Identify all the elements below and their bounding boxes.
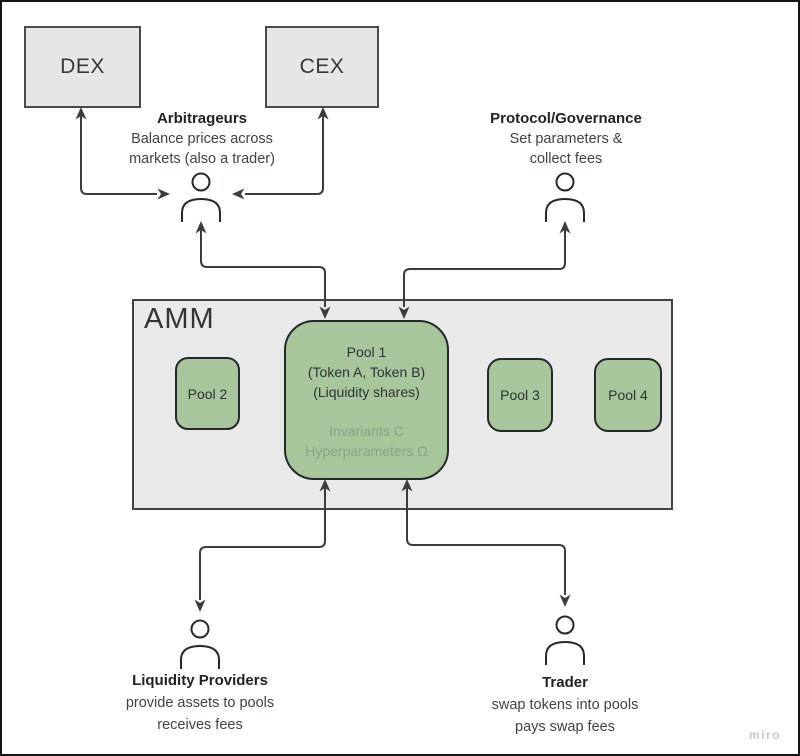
- trader-desc-line1: swap tokens into pools: [491, 697, 639, 713]
- trader-desc-line2: pays swap fees: [515, 719, 615, 735]
- arbitrageurs-caption: [129, 109, 275, 169]
- miro-watermark: miro: [748, 728, 781, 742]
- governance-title: Protocol/Governance: [490, 110, 642, 127]
- governance-desc-line2: collect fees: [529, 151, 603, 167]
- governance-person-icon[interactable]: [542, 172, 588, 222]
- pool-4-box[interactable]: [594, 358, 662, 432]
- pool-1-invariants: Invariants C: [329, 423, 404, 439]
- pool-1-box[interactable]: [284, 320, 449, 480]
- liquidity-providers-caption: [126, 670, 274, 736]
- arbitrageurs-desc-line2: markets (also a trader): [129, 151, 275, 167]
- amm-label: AMM: [144, 303, 215, 335]
- pool-3-label: Pool 3: [500, 387, 540, 403]
- governance-desc-line1: Set parameters &: [509, 131, 623, 147]
- cex-label: CEX: [299, 55, 345, 78]
- liquidity-providers-desc-line1: provide assets to pools: [125, 695, 275, 711]
- pool-2-box[interactable]: [175, 357, 240, 430]
- governance-caption: [490, 109, 642, 169]
- pool-2-label: Pool 2: [187, 385, 228, 402]
- pool-1-tokens: (Token A, Token B): [307, 364, 426, 380]
- liquidity-providers-title: Liquidity Providers: [132, 672, 268, 689]
- trader-caption: [492, 672, 639, 738]
- pool-4-label: Pool 4: [608, 387, 648, 403]
- liquidity-providers-desc-line2: receives fees: [157, 717, 243, 733]
- cex-box[interactable]: [265, 26, 379, 108]
- liquidity-provider-person-icon[interactable]: [177, 619, 223, 669]
- pool-1-hyperparameters: Hyperparameters Ω: [305, 443, 428, 459]
- trader-person-icon[interactable]: [542, 615, 588, 665]
- pool-1-title: Pool 1: [346, 344, 387, 360]
- pool-1-shares: (Liquidity shares): [313, 384, 420, 400]
- pool-3-box[interactable]: [487, 358, 553, 432]
- arbitrageurs-title: Arbitrageurs: [156, 110, 248, 127]
- dex-label: DEX: [60, 55, 105, 78]
- arbitrageur-person-icon[interactable]: [178, 172, 224, 222]
- trader-title: Trader: [542, 674, 588, 691]
- arbitrageurs-desc-line1: Balance prices across: [131, 131, 273, 147]
- dex-box[interactable]: [24, 26, 141, 108]
